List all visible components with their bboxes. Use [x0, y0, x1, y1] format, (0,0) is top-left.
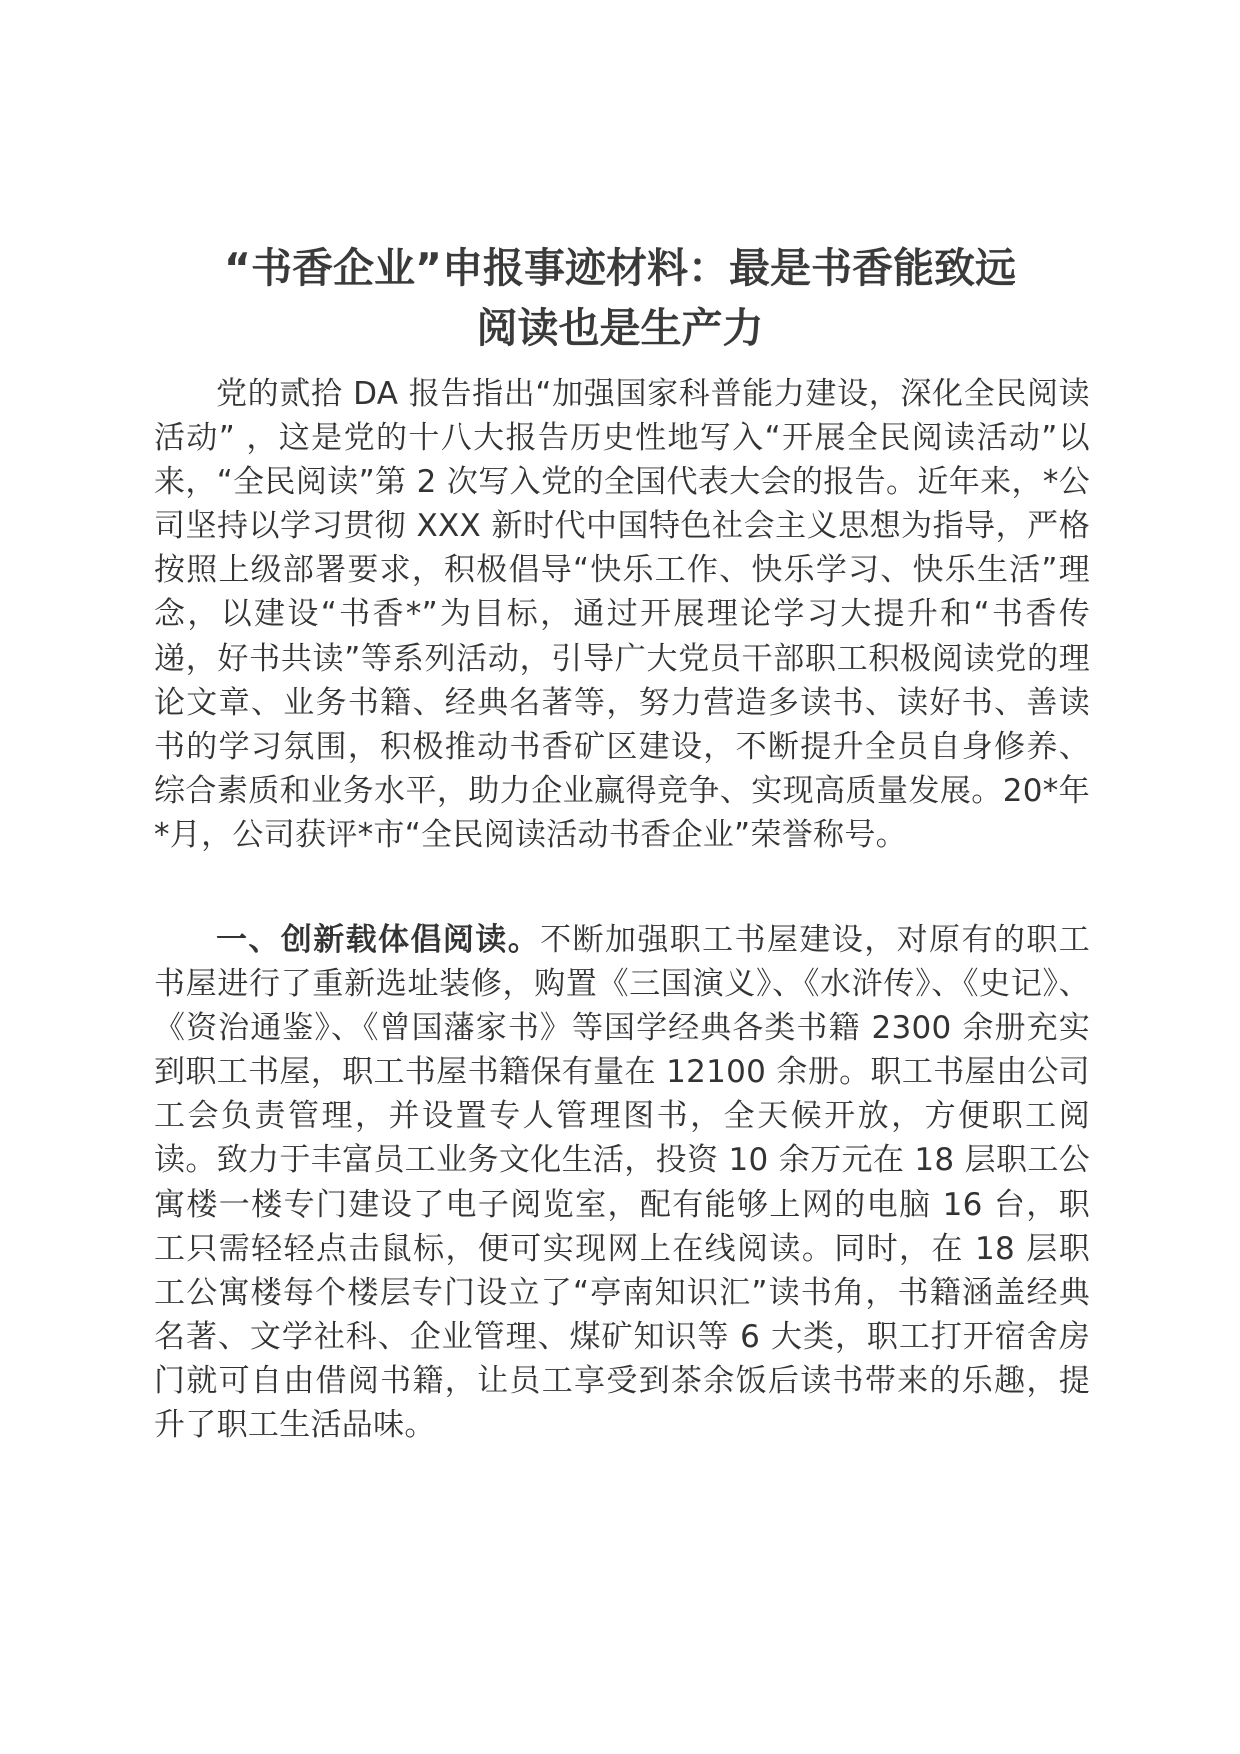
section-one-body: 不断加强职工书屋建设，对原有的职工书屋进行了重新选址装修，购置《三国演义》、《水浒传》、《史记》、《资治通鉴》、《曾国藩家书》等国学经典各类书籍 2300 余册充实到职工书屋，职工书屋书籍保有量在 12100 余册。职工书屋由公司工会负责管理，并设置专人管理图书，全天候开放，方便职工阅读。致力于丰富员工业务文化生活，投资 10 余万元在 18 层职工公寓楼一楼专门建设了电子阅览室，配有能够上网的电脑 16 台，职工只需轻轻点击鼠标，便可实现网上在线阅读。同时，在 18 层职工公寓楼每个楼层专门设立了“亭南知识汇”读书角，书籍涵盖经典名著、文学社科、企业管理、煤矿知识等 6 大类，职工打开宿舍房门就可自由借阅书籍，让员工享受到茶余饭后读书带来的乐趣，提升了职工生活品味。 [154, 922, 1091, 1444]
intro-paragraph: 党的贰拾 DA 报告指出“加强国家科普能力建设，深化全民阅读活动” ，这是党的十八大报告历史性地写入“开展全民阅读活动”以来，“全民阅读”第 2 次写入党的全国代表大会的报告。近年来，*公司坚持以学习贯彻 XXX 新时代中国特色社会主义思想为指导，严格按照上级部署要求，积极倡导“快乐工作、快乐学习、快乐生活”理念，以建设“书香*”为目标，通过开展理论学习大提升和“书香传递，好书共读”等系列活动，引导广大党员干部职工积极阅读党的理论文章、业务书籍、经典名著等，努力营造多读书、读好书、善读书的学习氛围，积极推动书香矿区建设，不断提升全员自身修养、综合素质和业务水平，助力企业赢得竞争、实现高质量发展。20*年*月，公司获评*市“全民阅读活动书香企业”荣誉称号。 [154, 376, 1090, 853]
section-one-paragraph [154, 918, 1090, 1447]
section-one-heading: 一、创新载体倡阅读。 [216, 922, 541, 958]
document-title-line-2: 阅读也是生产力 [476, 304, 764, 352]
document-title-line-1: “书香企业”申报事迹材料：最是书香能致远 [224, 244, 1016, 292]
